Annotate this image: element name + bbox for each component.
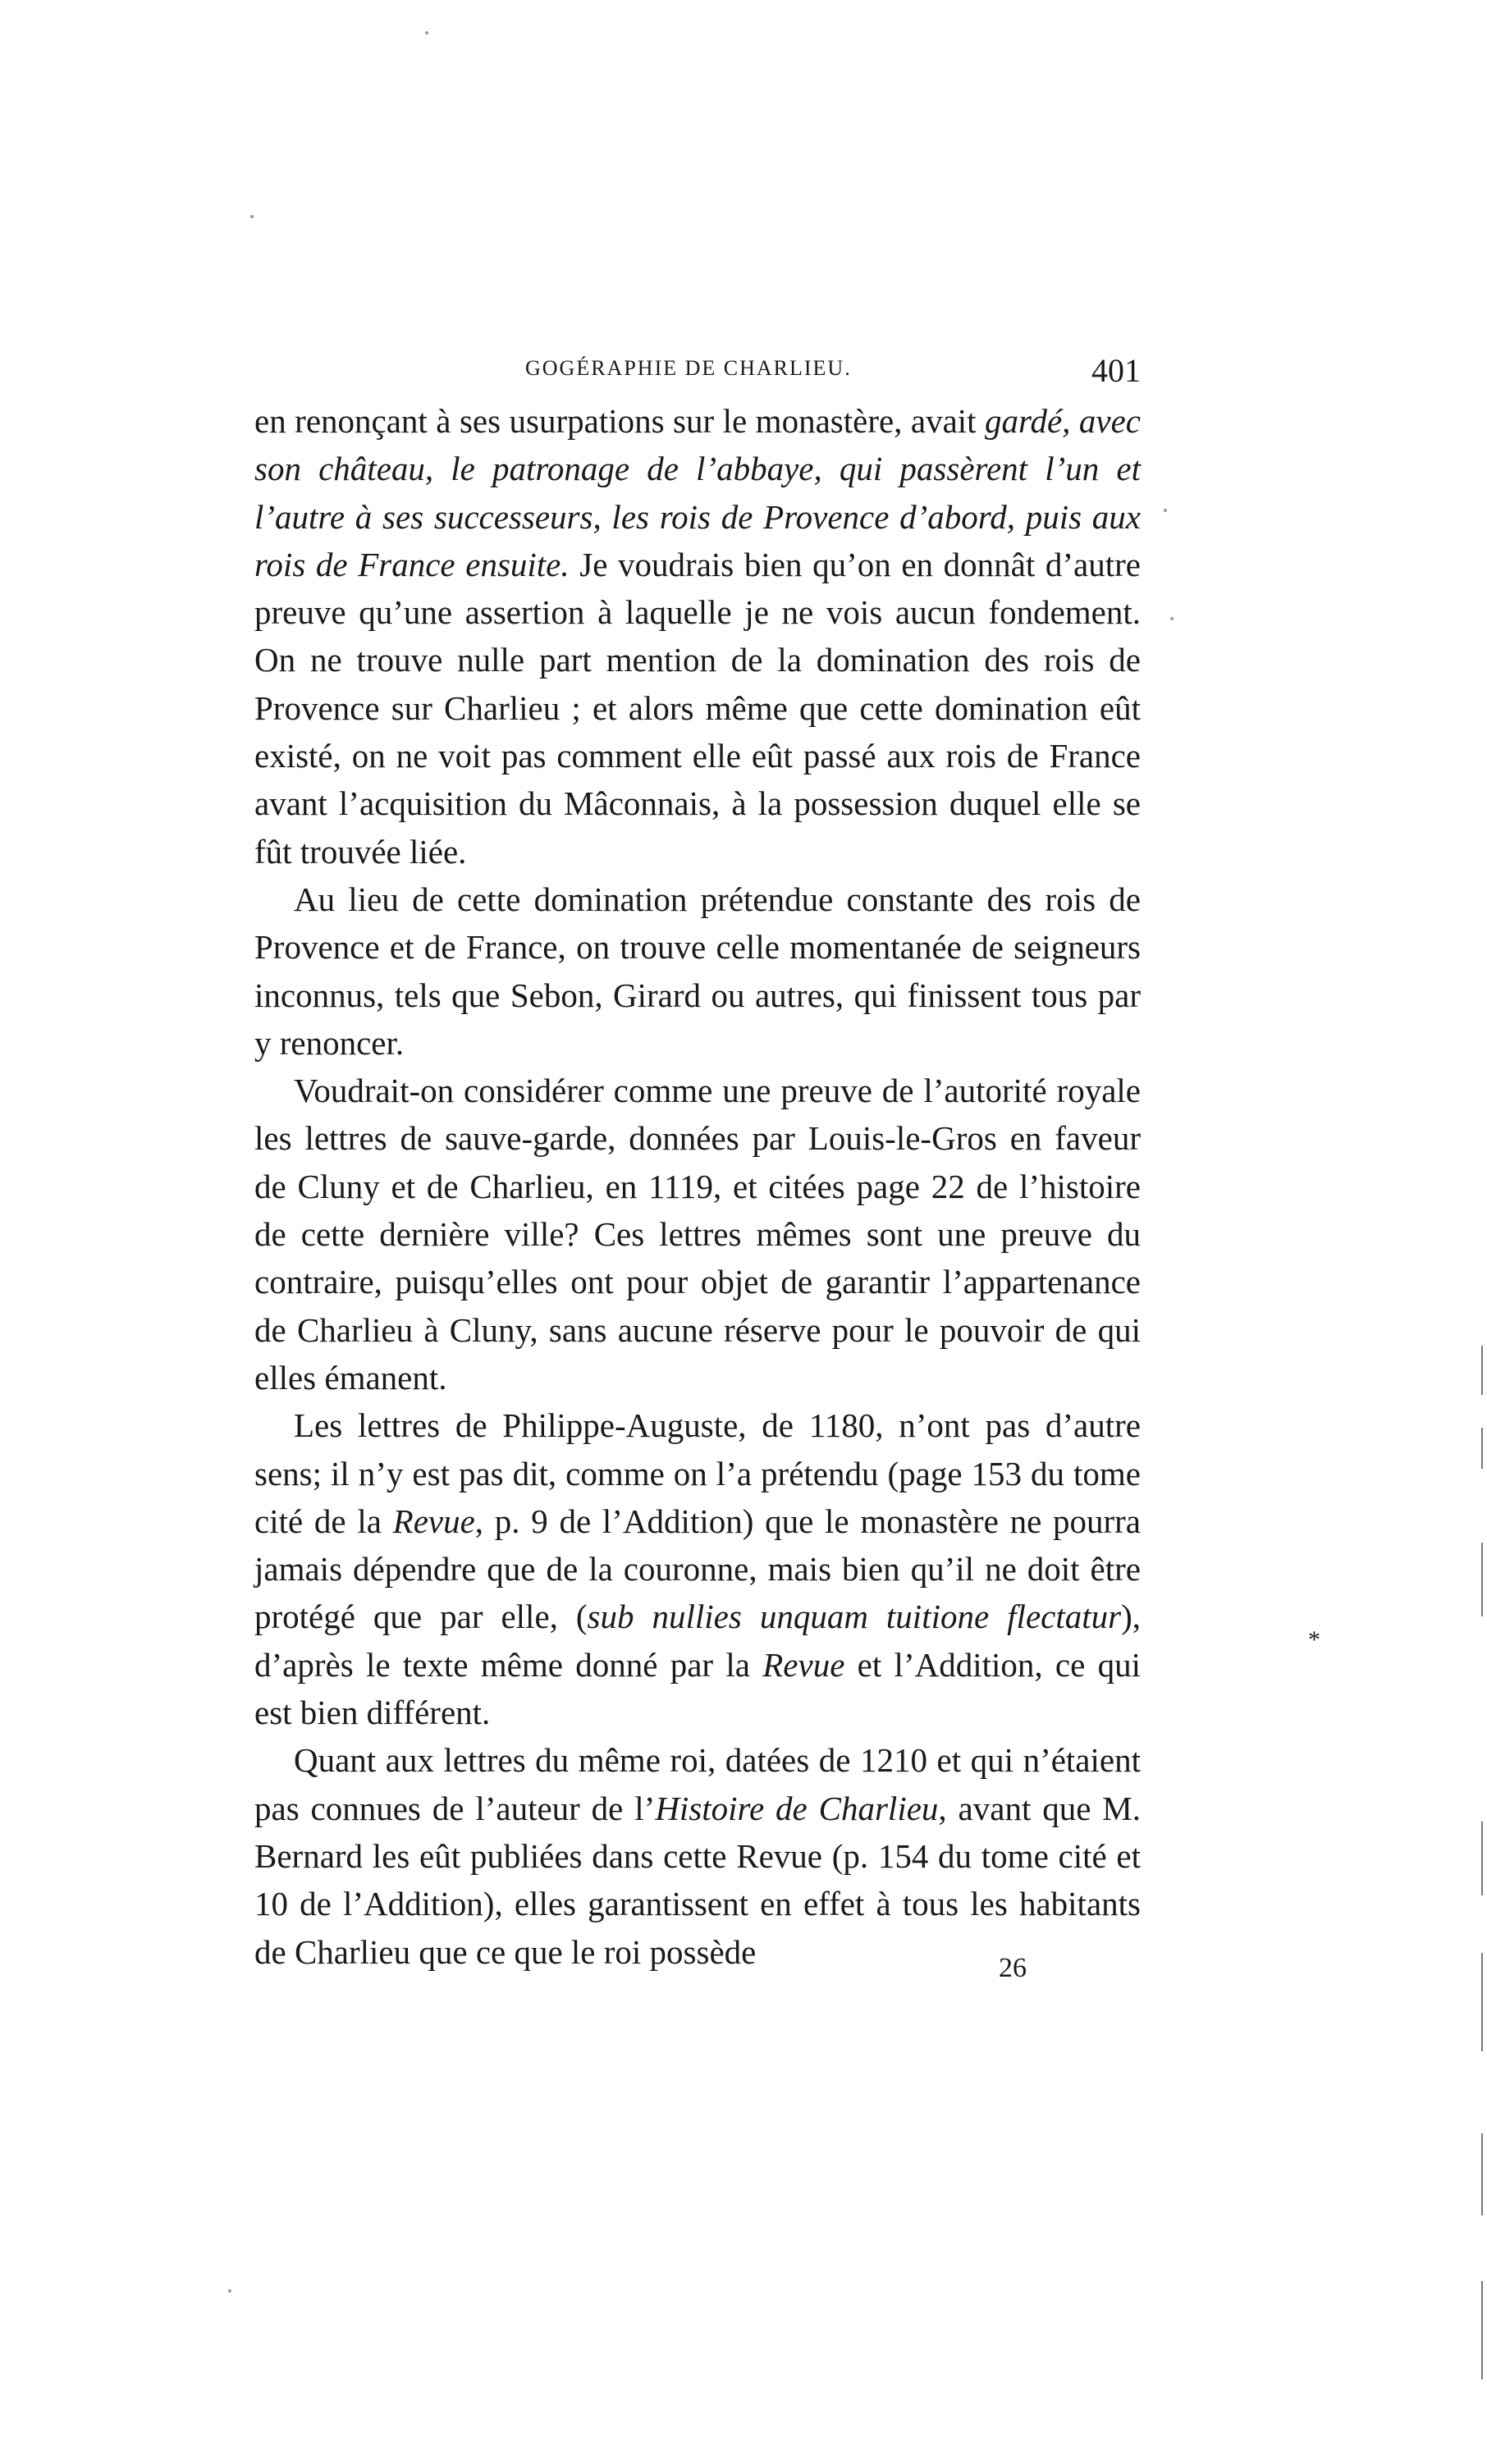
text-run: Au lieu de cette domination prétendue constante des rois de Provence et de France, on trouve celle momentanée de seigneurs inconnus, tels que Sebon, Girard ou autres, qui finissent tous par y renoncer.	[254, 880, 1141, 1062]
scan-speck	[1164, 509, 1167, 512]
scan-edge-line	[1481, 1346, 1483, 1395]
scan-edge-line	[1481, 1822, 1483, 1895]
scan-speck	[1170, 617, 1174, 620]
body-paragraph	[254, 397, 1141, 875]
scan-speck	[425, 31, 428, 34]
margin-mark: *	[1308, 1626, 1320, 1653]
scan-edge-line	[1481, 1953, 1483, 2051]
scan-edge-line	[1481, 1543, 1483, 1616]
scan-edge-line	[1481, 1428, 1483, 1469]
text-run: Les lettres de Philippe-Auguste, de 1180, n’ont pas d’autre sens; il n’y est pas dit, comme on l’a prétendu (page 153 du tome cité de la	[254, 1406, 1141, 1540]
body-paragraph	[254, 1736, 1141, 1975]
text-run: Quant aux lettres du même roi, datées de 1210 et qui n’étaient pas connues de l’auteur de l’	[254, 1741, 1141, 1827]
text-run: en renonçant à ses usurpations sur le monastère, avait	[254, 402, 986, 440]
page-number: 401	[1091, 352, 1141, 389]
scan-edge-line	[1481, 2133, 1483, 2215]
text-run: Je voudrais bien qu’on en donnât d’autre preuve qu’une assertion à laquelle je ne vois aucun fondement. On ne trouve nulle part mention de la domination des rois de Provence sur Charlieu ; et alors même que cette domination eût existé, on ne voit pas comment elle eût passé aux rois de France avant l’acquisition du Mâconnais, à la possession duquel elle se fût trouvée liée.	[254, 545, 1141, 871]
body-paragraph	[254, 1401, 1141, 1736]
text-run: Voudrait-on considérer comme une preuve de l’autorité royale les lettres de sauve-garde, données par Louis-le-Gros en faveur de Cluny et de Charlieu, en 1119, et citées page 22 de l’histoire de cette dernière ville? Ces lettres mêmes sont une preuve du contraire, puisqu’elles ont pour objet de garantir l’appartenance de Charlieu à Cluny, sans aucune réserve pour le pouvoir de qui elles émanent.	[254, 1072, 1141, 1397]
text-run: , avant que M. Bernard les eût publiées dans cette Revue (p. 154 du tome cité et 10 de l’Addition), elles garantissent en effet à tous les habitants de Charlieu que ce que le roi possède	[254, 1789, 1141, 1971]
body-text	[254, 397, 1141, 1976]
text-run: , p. 9 de l’Addition) que le monastère ne pourra jamais dépendre que de la couronne, mais bien qu’il ne doit être protégé que par elle, (	[254, 1502, 1141, 1636]
italic-text: Histoire de Charlieu	[655, 1789, 939, 1827]
italic-text: Revue	[762, 1645, 845, 1684]
body-paragraph	[254, 1067, 1141, 1401]
body-paragraph	[254, 875, 1141, 1067]
italic-text: Revue	[392, 1502, 475, 1540]
scan-speck	[250, 215, 254, 218]
scan-edge-line	[1481, 2281, 1483, 2379]
italic-text: gardé, avec son château, le patronage de l’abbaye, qui passèrent l’un et l’autre à ses successeurs, les rois de Provence d’abord, puis aux rois de France ensuite.	[254, 402, 1141, 583]
running-title: GOGÉRAPHIE DE CHARLIEU.	[525, 356, 852, 380]
running-head	[254, 351, 1141, 392]
scan-speck	[228, 2289, 231, 2293]
text-run: et l’Addition, ce qui est bien différent.	[254, 1645, 1141, 1732]
signature-mark: 26	[999, 1953, 1027, 1983]
text-run: ), d’après le texte même donné par la	[254, 1598, 1141, 1684]
italic-text: sub nullies unquam tuitione flectatur	[587, 1598, 1122, 1636]
